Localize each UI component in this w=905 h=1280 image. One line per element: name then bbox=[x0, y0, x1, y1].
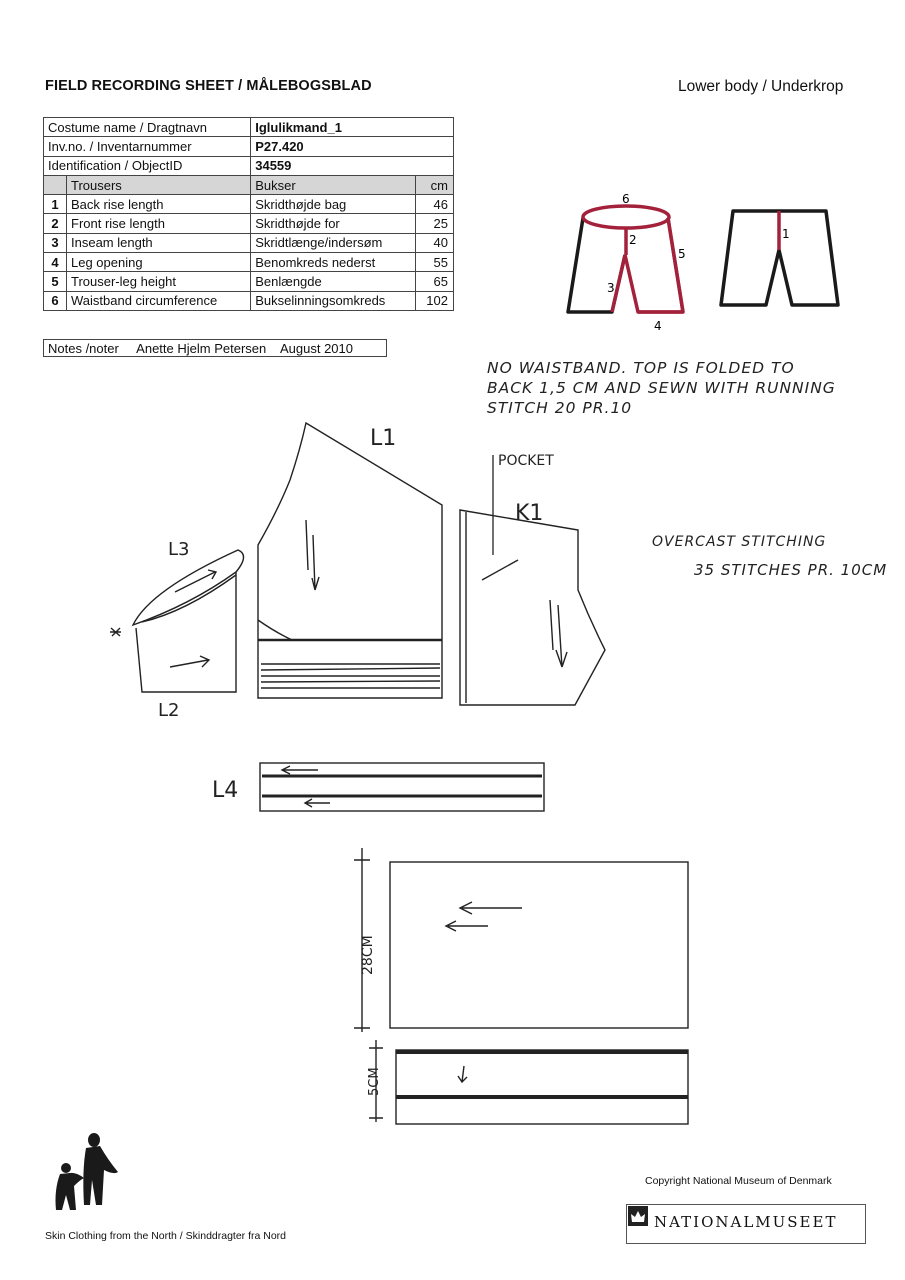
info-label: Identification / ObjectID bbox=[44, 156, 251, 175]
pattern-piece-L1 bbox=[258, 423, 442, 698]
info-value: P27.420 bbox=[251, 137, 454, 156]
diagram-label-1: 1 bbox=[782, 227, 790, 241]
project-logo-icon bbox=[56, 1133, 119, 1210]
handwritten-note: NO WAISTBAND. TOP IS FOLDED TO BACK 1,5 CM AND SEWN WITH RUNNING STITCH 20 PR.10 bbox=[487, 359, 836, 417]
header-en: Trousers bbox=[67, 175, 251, 194]
diagram-label-3: 3 bbox=[607, 281, 615, 295]
piece-label-L3: L3 bbox=[168, 539, 190, 560]
copyright-text: Copyright National Museum of Denmark bbox=[645, 1175, 832, 1187]
pocket-label: POCKET bbox=[498, 453, 554, 469]
pattern-piece-panel bbox=[354, 848, 688, 1032]
trousers-back-diagram bbox=[721, 211, 838, 305]
table-row: 6 Waistband circumference Bukselinningsomkreds 102 bbox=[44, 291, 454, 310]
sheet-title: FIELD RECORDING SHEET / MÅLEBOGSBLAD bbox=[45, 78, 372, 94]
info-label: Inv.no. / Inventarnummer bbox=[44, 137, 251, 156]
dim-label-5cm: 5CM bbox=[367, 1067, 382, 1096]
info-label: Costume name / Dragtnavn bbox=[44, 118, 251, 137]
diagram-label-5: 5 bbox=[678, 247, 686, 261]
header-da: Bukser bbox=[251, 175, 416, 194]
section-title: Lower body / Underkrop bbox=[678, 78, 844, 95]
pattern-piece-K1 bbox=[460, 510, 605, 705]
header-unit: cm bbox=[416, 175, 454, 194]
pattern-piece-strip bbox=[369, 1040, 688, 1124]
pattern-piece-L2-L3 bbox=[110, 550, 244, 692]
museum-name: NATIONALMUSEET bbox=[654, 1213, 838, 1231]
piece-label-L1: L1 bbox=[370, 426, 397, 451]
info-value: Iglulikmand_1 bbox=[251, 118, 454, 137]
table-row: 5 Trouser-leg height Benlængde 65 bbox=[44, 272, 454, 291]
pattern-piece-L4 bbox=[260, 763, 544, 811]
diagram-label-2: 2 bbox=[629, 233, 637, 247]
notes-author: Anette Hjelm Petersen bbox=[136, 341, 267, 356]
notes-date: August 2010 bbox=[279, 341, 353, 356]
trousers-front-diagram bbox=[568, 206, 683, 312]
info-value: 34559 bbox=[251, 156, 454, 175]
diagram-label-4: 4 bbox=[654, 319, 662, 333]
table-row: 1 Back rise length Skridthøjde bag 46 bbox=[44, 195, 454, 214]
overcast-note: OVERCAST STITCHING 35 STITCHES PR. 10CM bbox=[652, 534, 888, 579]
piece-label-L4: L4 bbox=[212, 778, 239, 803]
table-row: 3 Inseam length Skridtlænge/indersøm 40 bbox=[44, 233, 454, 252]
table-row: 4 Leg opening Benomkreds nederst 55 bbox=[44, 253, 454, 272]
dim-label-28cm: 28CM bbox=[360, 935, 376, 975]
notes-label: Notes /noter bbox=[48, 341, 119, 356]
table-row: 2 Front rise length Skridthøjde for 25 bbox=[44, 214, 454, 233]
diagram-label-6: 6 bbox=[622, 192, 630, 206]
piece-label-K1: K1 bbox=[515, 501, 544, 526]
piece-label-L2: L2 bbox=[158, 700, 180, 721]
project-footer: Skin Clothing from the North / Skinddragter fra Nord bbox=[45, 1230, 287, 1242]
